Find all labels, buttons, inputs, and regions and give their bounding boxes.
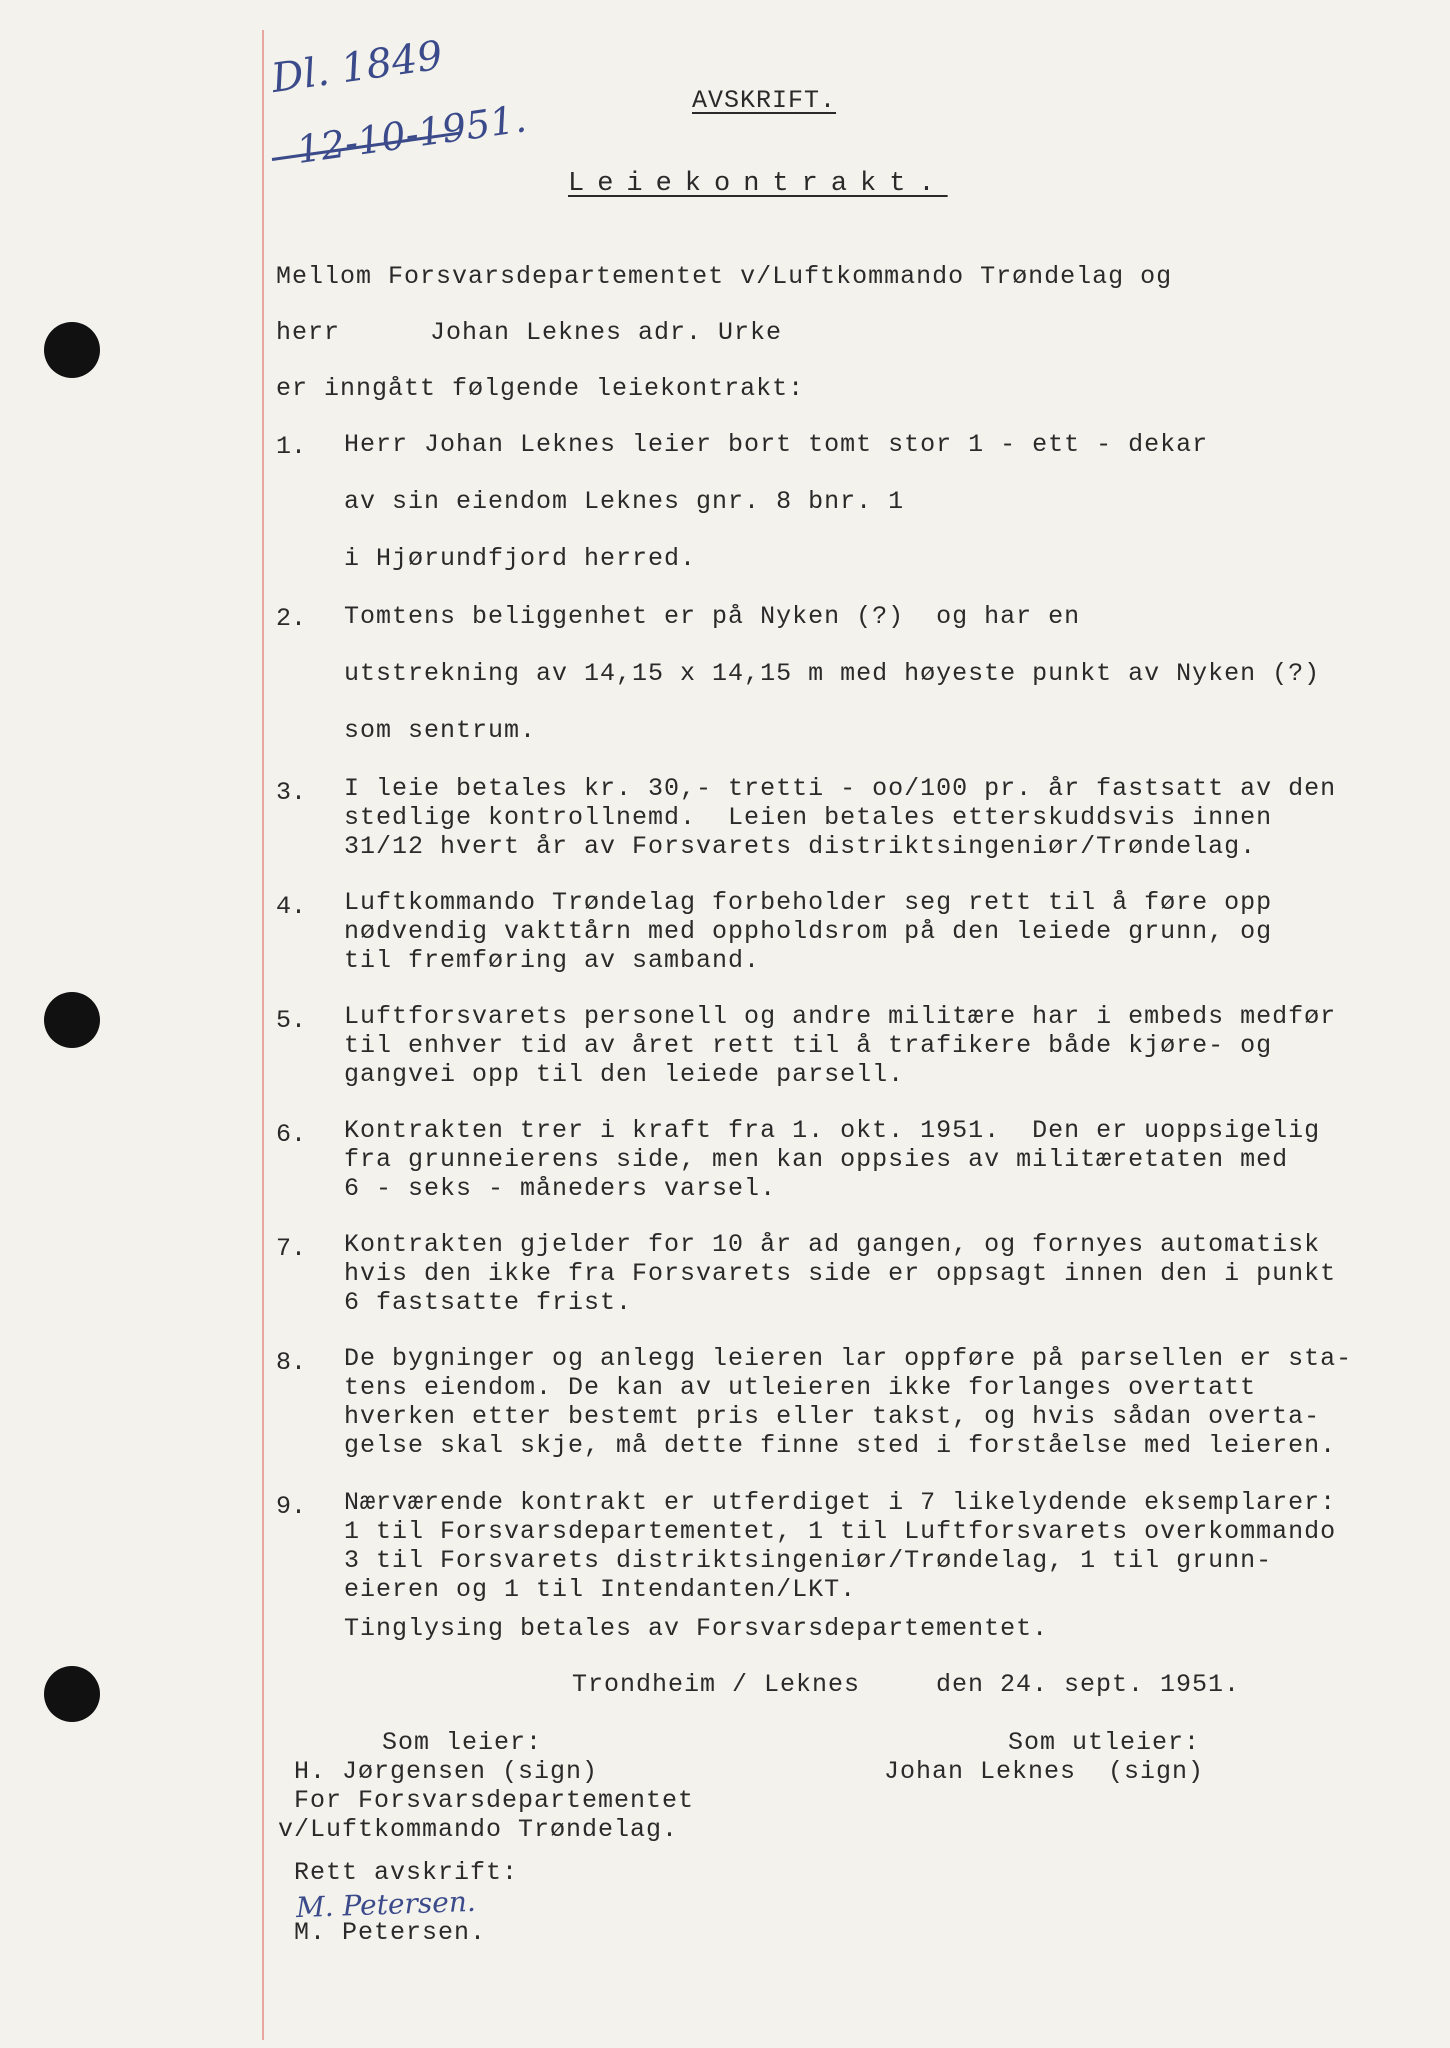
lessee-for-line-1: For Forsvarsdepartementet xyxy=(294,1786,695,1815)
clause-line: stedlige kontrollnemd. Leien betales etterskuddsvis innen xyxy=(344,803,1273,832)
lessee-for-line-2: v/Luftkommando Trøndelag. xyxy=(278,1815,679,1844)
clause-number: 4. xyxy=(276,892,307,921)
tinglysing-note: Tinglysing betales av Forsvarsdepartementet. xyxy=(344,1614,1049,1643)
clause-line: 31/12 hvert år av Forsvarets distriktsingeniør/Trøndelag. xyxy=(344,832,1257,861)
clause-line: Nærværende kontrakt er utferdiget i 7 likelydende eksemplarer: xyxy=(344,1488,1337,1517)
document-subtitle: Leiekontrakt. xyxy=(568,169,948,199)
clause-line: nødvendig vakttårn med oppholdsrom på den leiede grunn, og xyxy=(344,917,1273,946)
handwritten-date: 12-10-1951. xyxy=(293,96,529,172)
clause-line: til fremføring av samband. xyxy=(344,946,761,975)
clause-number: 9. xyxy=(276,1492,307,1521)
clause-line: tens eiendom. De kan av utleieren ikke forlanges overtatt xyxy=(344,1373,1257,1402)
signing-date: den 24. sept. 1951. xyxy=(936,1670,1241,1699)
clause-line: gelse skal skje, må dette finne sted i forståelse med leieren. xyxy=(344,1431,1337,1460)
clause-line: De bygninger og anlegg leieren lar oppføre på parsellen er sta- xyxy=(344,1344,1353,1373)
clause-number: 5. xyxy=(276,1006,307,1035)
clause-line: 3 til Forsvarets distriktsingeniør/Trøndelag, 1 til grunn- xyxy=(344,1546,1273,1575)
lessee-label: Som leier: xyxy=(382,1728,543,1757)
clause-number: 1. xyxy=(276,432,307,461)
certifier-name: M. Petersen. xyxy=(294,1918,487,1947)
clause-line: Luftforsvarets personell og andre militære har i embeds medfør xyxy=(344,1002,1337,1031)
clause-number: 8. xyxy=(276,1348,307,1377)
clause-number: 7. xyxy=(276,1234,307,1263)
clause-line: fra grunneierens side, men kan oppsies av militæretaten med xyxy=(344,1145,1289,1174)
lessor-name: Johan Leknes (sign) xyxy=(884,1757,1205,1786)
clause-line: til enhver tid av året rett til å trafikere både kjøre- og xyxy=(344,1031,1273,1060)
clause-line: 6 fastsatte frist. xyxy=(344,1288,633,1317)
intro-line-1: Mellom Forsvarsdepartementet v/Luftkommando Trøndelag og xyxy=(276,262,1173,291)
clause-line: Kontrakten trer i kraft fra 1. okt. 1951. Den er uoppsigelig xyxy=(344,1116,1321,1145)
clause-number: 2. xyxy=(276,604,307,633)
clause-line: 6 - seks - måneders varsel. xyxy=(344,1174,777,1203)
clause-line: som sentrum. xyxy=(344,716,537,745)
clause-line: i Hjørundfjord herred. xyxy=(344,544,697,573)
clause-line: Luftkommando Trøndelag forbeholder seg rett til å føre opp xyxy=(344,888,1273,917)
clause-line: hvis den ikke fra Forsvarets side er oppsagt innen den i punkt xyxy=(344,1259,1337,1288)
handwritten-ref: Dl. 1849 xyxy=(268,32,446,102)
clause-line: Herr Johan Leknes leier bort tomt stor 1 - ett - dekar xyxy=(344,430,1209,459)
margin-rule xyxy=(262,30,264,2040)
clause-line: eieren og 1 til Intendanten/LKT. xyxy=(344,1575,857,1604)
punch-hole xyxy=(44,322,100,378)
certified-label: Rett avskrift: xyxy=(294,1858,519,1887)
intro-lessor-name: Johan Leknes adr. Urke xyxy=(430,318,783,347)
clause-line: I leie betales kr. 30,- tretti - oo/100 pr. år fastsatt av den xyxy=(344,774,1337,803)
clause-line: Kontrakten gjelder for 10 år ad gangen, og fornyes automatisk xyxy=(344,1230,1321,1259)
certifier-handwritten-signature: M. Petersen. xyxy=(295,1884,477,1925)
intro-herr: herr xyxy=(276,318,341,347)
intro-line-3: er inngått følgende leiekontrakt: xyxy=(276,374,805,403)
punch-hole xyxy=(44,1666,100,1722)
clause-line: gangvei opp til den leiede parsell. xyxy=(344,1060,905,1089)
clause-line: Tomtens beliggenhet er på Nyken (?) og har en xyxy=(344,602,1081,631)
document-title: AVSKRIFT. xyxy=(692,86,837,115)
clause-number: 6. xyxy=(276,1120,307,1149)
place: Trondheim / Leknes xyxy=(572,1670,861,1699)
clause-number: 3. xyxy=(276,778,307,807)
clause-line: hverken etter bestemt pris eller takst, og hvis sådan overta- xyxy=(344,1402,1321,1431)
clause-line: 1 til Forsvarsdepartementet, 1 til Luftforsvarets overkommando xyxy=(344,1517,1337,1546)
lessee-name: H. Jørgensen (sign) xyxy=(294,1757,599,1786)
clause-line: utstrekning av 14,15 x 14,15 m med høyeste punkt av Nyken (?) xyxy=(344,659,1321,688)
punch-hole xyxy=(44,992,100,1048)
lessor-label: Som utleier: xyxy=(1008,1728,1201,1757)
clause-line: av sin eiendom Leknes gnr. 8 bnr. 1 xyxy=(344,487,905,516)
